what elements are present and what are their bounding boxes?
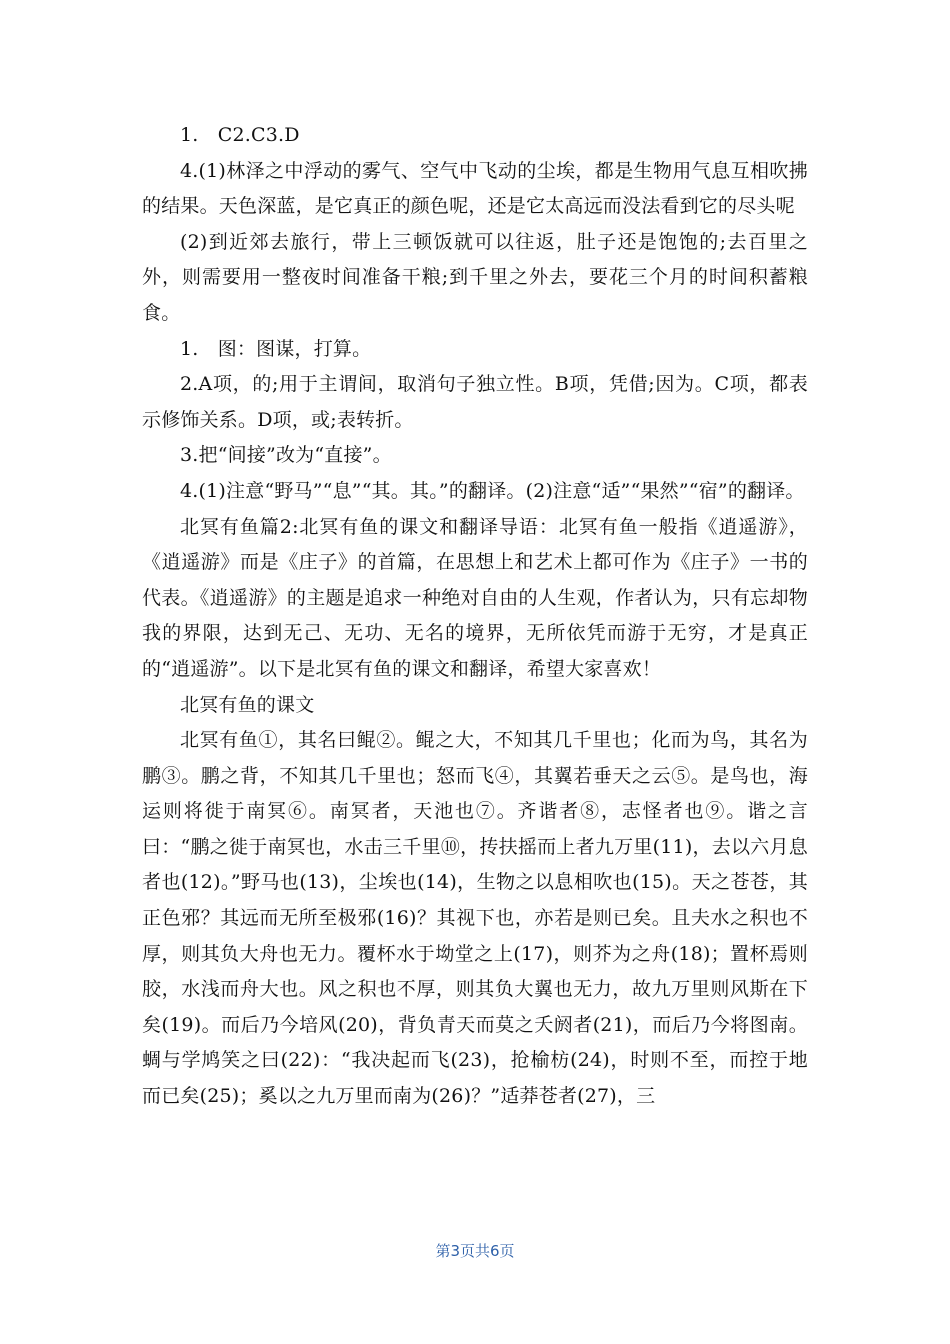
answer-line-b3: 3.把“间接”改为“直接”。 [180, 444, 392, 467]
answer-line-b2: 2.A项，的;用于主谓间，取消句子独立性。B项，凭借;因为。C项，都表示修饰关系。D项，或;表转折。 [142, 373, 808, 431]
page-number: 第3页共6页 [435, 1242, 515, 1260]
answer-line-1: 1. C2.C3.D [180, 124, 300, 146]
answer-line-4-2: (2)到近郊去旅行，带上三顿饭就可以往返，肚子还是饱饱的;去百里之外，则需要用一整夜时间准备干粮;到千里之外去，要花三个月的时间积蓄粮食。 [142, 230, 808, 324]
answer-line-b4: 4.(1)注意“野马”“息”“其。其。”的翻译。(2)注意“适”“果然”“宿”的翻译。 [180, 479, 805, 502]
intro-paragraph: 北冥有鱼篇2:北冥有鱼的课文和翻译导语：北冥有鱼一般指《逍遥游》，《逍遥游》而是《庄子》的首篇，在思想上和艺术上都可作为《庄子》一书的代表。《逍遥游》的主题是追求一种绝对自由的人生观，作者认为，只有忘却物我的界限，达到无己、无功、无名的境界，无所依凭而游于无穷，才是真正的“逍遥游”。以下是北冥有鱼的课文和翻译，希望大家喜欢！ [142, 515, 808, 680]
document-body [142, 118, 808, 1115]
answer-line-b1: 1. 图：图谋，打算。 [180, 337, 372, 360]
section-heading: 北冥有鱼的课文 [180, 693, 315, 716]
classical-text-paragraph: 北冥有鱼①，其名曰鲲②。鲲之大，不知其几千里也；化而为鸟，其名为鹏③。鹏之背，不知其几千里也；怒而飞④，其翼若垂天之云⑤。是鸟也，海运则将徙于南冥⑥。南冥者，天池也⑦。齐谐者⑧，志怪者也⑨。谐之言曰：“鹏之徙于南冥也，水击三千里⑩，抟扶摇而上者九万里(11)，去以六月息者也(12)。”野马也(13)，尘埃也(14)，生物之以息相吹也(15)。天之苍苍，其正色邪？其远而无所至极邪(16)？其视下也，亦若是则已矣。且夫水之积也不厚，则其负大舟也无力。覆杯水于坳堂之上(17)，则芥为之舟(18)；置杯焉则胶，水浅而舟大也。风之积也不厚，则其负大翼也无力，故九万里则风斯在下矣(19)。而后乃今培风(20)，背负青天而莫之夭阏者(21)，而后乃今将图南。蜩与学鸠笑之曰(22)：“我决起而飞(23)，抢榆枋(24)，时则不至，而控于地而已矣(25)；奚以之九万里而南为(26)？”适莽苍者(27)，三 [142, 729, 808, 1108]
answer-line-4-1: 4.(1)林泽之中浮动的雾气、空气中飞动的尘埃，都是生物用气息互相吹拂的结果。天色深蓝，是它真正的颜色呢，还是它太高远而没法看到它的尽头呢 [142, 159, 808, 218]
